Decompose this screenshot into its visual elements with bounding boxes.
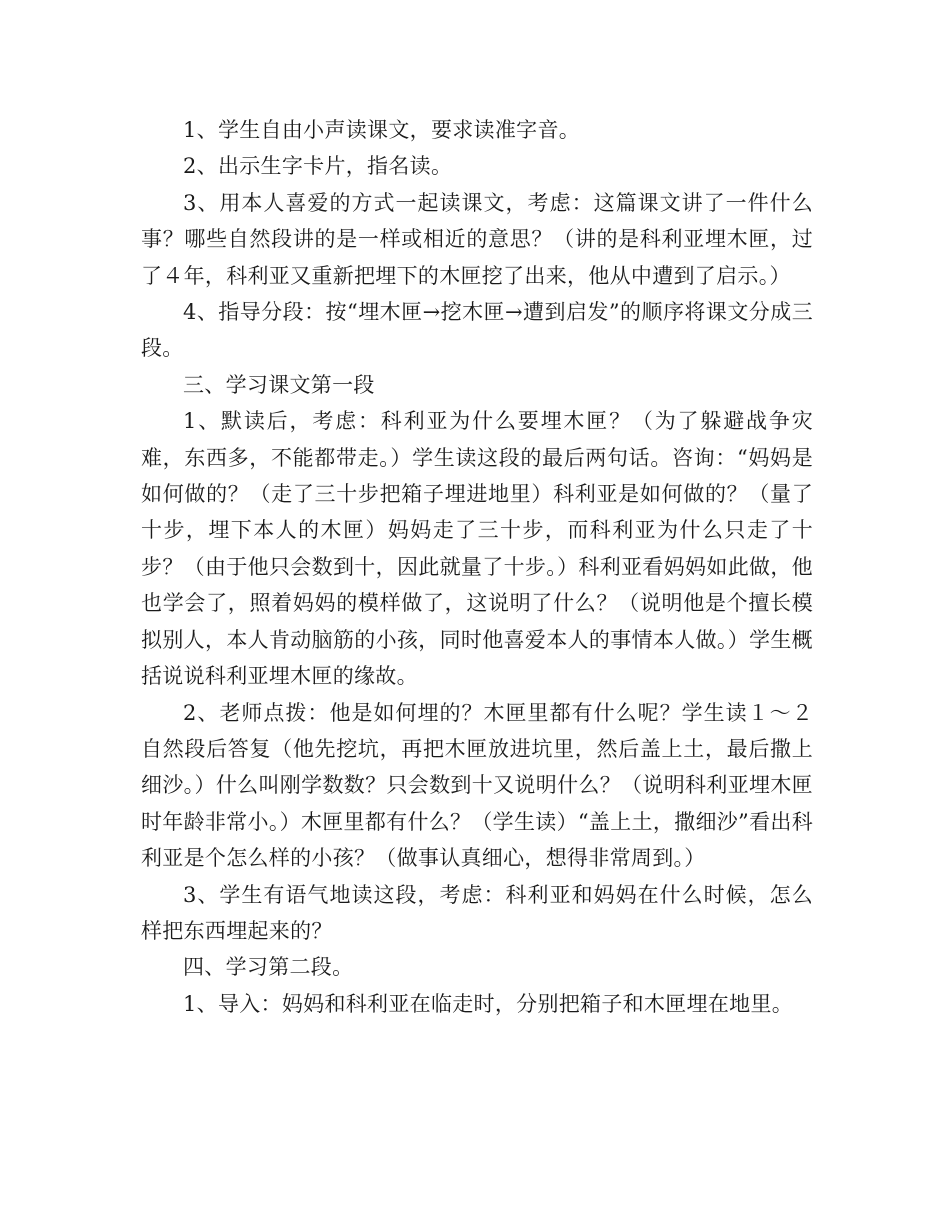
paragraph: 4、指导分段：按“埋木匣→挖木匣→遭到启发”的顺序将课文分成三段。 — [141, 300, 813, 361]
paragraph: 2、老师点拨：他是如何埋的？木匣里都有什么呢？学生读１～２自然段后答复（他先挖坑，再把木匣放进坑里，然后盖上土，最后撒上细沙。）什么叫刚学数数？只会数到十又说明什么？（说明科利亚埋木匣时年龄非常小。）木匣里都有什么？（学生读）“盖上土，撒细沙”看出科利亚是个怎么样的小孩？（做事认真细心，想得非常周到。） — [141, 700, 813, 871]
paragraph: 1、学生自由小声读课文，要求读准字音。 — [183, 118, 581, 142]
section-heading: 三、学习课文第一段 — [183, 372, 375, 397]
paragraph: 3、用本人喜爱的方式一起读课文，考虑：这篇课文讲了一件什么事？哪些自然段讲的是一样或相近的意思？（讲的是科利亚埋木匣，过了４年，科利亚又重新把埋下的木匣挖了出来，他从中遭到了启示。） — [141, 190, 813, 288]
paragraph: 1、默读后，考虑：科利亚为什么要埋木匣？（为了躲避战争灾难，东西多，不能都带走。）学生读这段的最后两句话。咨询：“妈妈是如何做的？（走了三十步把箱子埋进地里）科利亚是如何做的？（量了十步，埋下本人的木匣）妈妈走了三十步，而科利亚为什么只走了十步？（由于他只会数到十，因此就量了十步。）科利亚看妈妈如此做，他也学会了，照着妈妈的模样做了，这说明了什么？（说明他是个擅长模拟别人，本人肯动脑筋的小孩，同时他喜爱本人的事情本人做。）学生概括说说科利亚埋木匣的缘故。 — [141, 409, 813, 689]
paragraph: 2、出示生字卡片，指名读。 — [183, 154, 453, 179]
document-body — [141, 112, 813, 1022]
paragraph: 3、学生有语气地读这段，考虑：科利亚和妈妈在什么时候，怎么样把东西埋起来的？ — [141, 882, 813, 943]
section-heading: 四、学习第二段。 — [183, 955, 354, 980]
paragraph: 1、导入：妈妈和科利亚在临走时，分别把箱子和木匣埋在地里。 — [183, 991, 794, 1016]
